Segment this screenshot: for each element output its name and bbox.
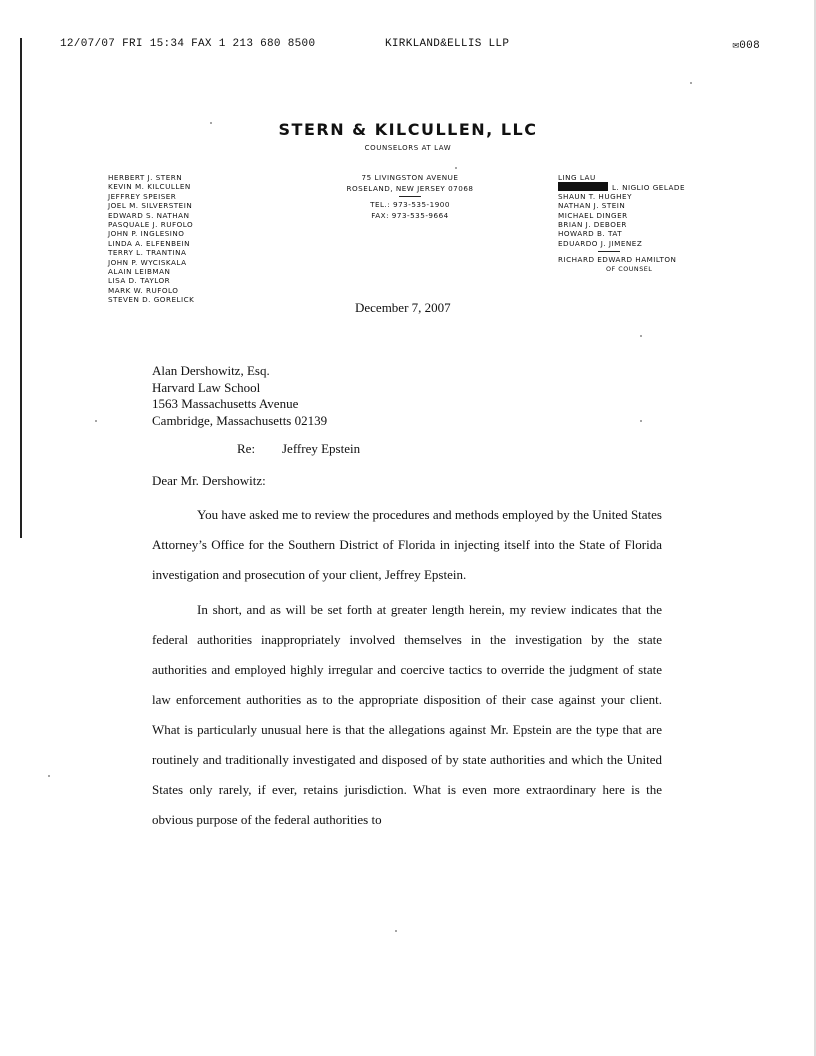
body-paragraph: You have asked me to review the procedures and methods employed by the United States Attorney’s Office for the Southern District of Florida in injecting itself into the State of Florida investigation and prosecution of your client, Jeffrey Epstein.	[152, 507, 662, 582]
partner-name: PASQUALE J. RUFOLO	[108, 219, 194, 229]
scan-speck	[210, 122, 212, 124]
scan-speck	[395, 930, 397, 932]
firm-fax: FAX: 973-535-9664	[371, 210, 449, 220]
letter-body	[152, 500, 662, 840]
recipient-address	[152, 363, 327, 429]
partners-list-right	[558, 173, 685, 274]
partner-name: STEVEN D. GORELICK	[108, 295, 195, 305]
partners-list-left	[108, 173, 194, 304]
scan-speck	[690, 82, 692, 84]
partner-name: HERBERT J. STERN	[108, 173, 183, 182]
redaction-bar	[558, 182, 608, 191]
scan-speck	[640, 420, 642, 422]
fax-datetime: 12/07/07 FRI 15:34 FAX 1 213 680 8500	[60, 38, 316, 50]
scan-speck	[455, 167, 457, 169]
partner-name: MARK W. RUFOLO	[108, 285, 179, 295]
firm-telephone: TEL.: 973-535-1900	[370, 200, 450, 209]
firm-subtitle: COUNSELORS AT LAW	[364, 144, 452, 152]
recipient-city: Cambridge, Massachusetts 02139	[152, 412, 328, 428]
fax-sender: KIRKLAND&ELLIS LLP	[385, 38, 510, 50]
partner-name: LINDA A. ELFENBEIN	[108, 238, 191, 248]
partner-name: SHAUN T. HUGHEY	[558, 191, 632, 201]
address-city: ROSELAND, NEW JERSEY 07068	[346, 183, 474, 193]
partner-name: EDWARD S. NATHAN	[108, 210, 190, 220]
firm-address-block	[280, 173, 540, 221]
fax-header	[60, 38, 760, 54]
partner-name: TERRY L. TRANTINA	[108, 248, 187, 258]
partner-name-redacted	[558, 173, 685, 182]
partner-name: MICHAEL DINGER	[558, 210, 628, 220]
partner-name: KEVIN M. KILCULLEN	[108, 182, 191, 192]
body-paragraph: In short, and as will be set forth at greater length herein, my review indicates that the federal authorities inappropriately involved themselves in the investigation by the state authorities and employed highly irregular and coercive tactics to override the judgment of state law enforcement authorities as to the appropriate disposition of their case against your client. What is particularly unusual here is that the allegations against Mr. Epstein are the type that are routinely and traditionally investigated and disposed of by state authorities and which the United States only rarely, if ever, retains jurisdiction. What is even more extraordinary here is the obvious purpose of the federal authorities to	[152, 602, 662, 827]
firm-name: STERN & KILCULLEN, LLC	[278, 120, 538, 139]
re-label: Re:	[237, 441, 256, 456]
partner-name: LING LAU	[558, 173, 596, 182]
partner-name: LISA D. TAYLOR	[108, 276, 171, 286]
divider	[399, 196, 421, 197]
partner-name: ALAIN LEIBMAN	[108, 266, 171, 276]
recipient-institution: Harvard Law School	[152, 379, 261, 395]
of-counsel-name: RICHARD EDWARD HAMILTON	[558, 255, 677, 265]
of-counsel-label: OF COUNSEL	[606, 264, 653, 273]
recipient-name: Alan Dershowitz, Esq.	[152, 363, 270, 378]
fax-page-number: ✉008	[732, 40, 760, 52]
recipient-street: 1563 Massachusetts Avenue	[152, 396, 299, 411]
divider	[598, 251, 620, 252]
re-subject: Jeffrey Epstein	[282, 441, 361, 456]
scan-speck	[48, 775, 50, 777]
salutation: Dear Mr. Dershowitz:	[152, 473, 266, 488]
address-street: 75 LIVINGSTON AVENUE	[361, 173, 459, 182]
partner-name: EDUARDO J. JIMENEZ	[558, 238, 643, 248]
partner-name: BRIAN J. DEBOER	[558, 219, 627, 229]
partner-name: JEFFREY SPEISER	[108, 191, 177, 201]
letter-date: December 7, 2007	[355, 300, 451, 315]
partner-name: JOHN P. WYCISKALA	[108, 257, 187, 267]
partner-name: L. NIGLIO GELADE	[612, 183, 685, 193]
scan-speck	[95, 420, 97, 422]
partner-name: HOWARD B. TAT	[558, 229, 623, 239]
partner-name: JOHN P. INGLESINO	[108, 229, 185, 239]
partner-name: JOEL M. SILVERSTEIN	[108, 201, 193, 211]
partner-name: NATHAN J. STEIN	[558, 201, 626, 211]
fax-margin-rule	[20, 38, 22, 538]
scan-speck	[640, 335, 642, 337]
partner-name-row	[558, 182, 685, 191]
